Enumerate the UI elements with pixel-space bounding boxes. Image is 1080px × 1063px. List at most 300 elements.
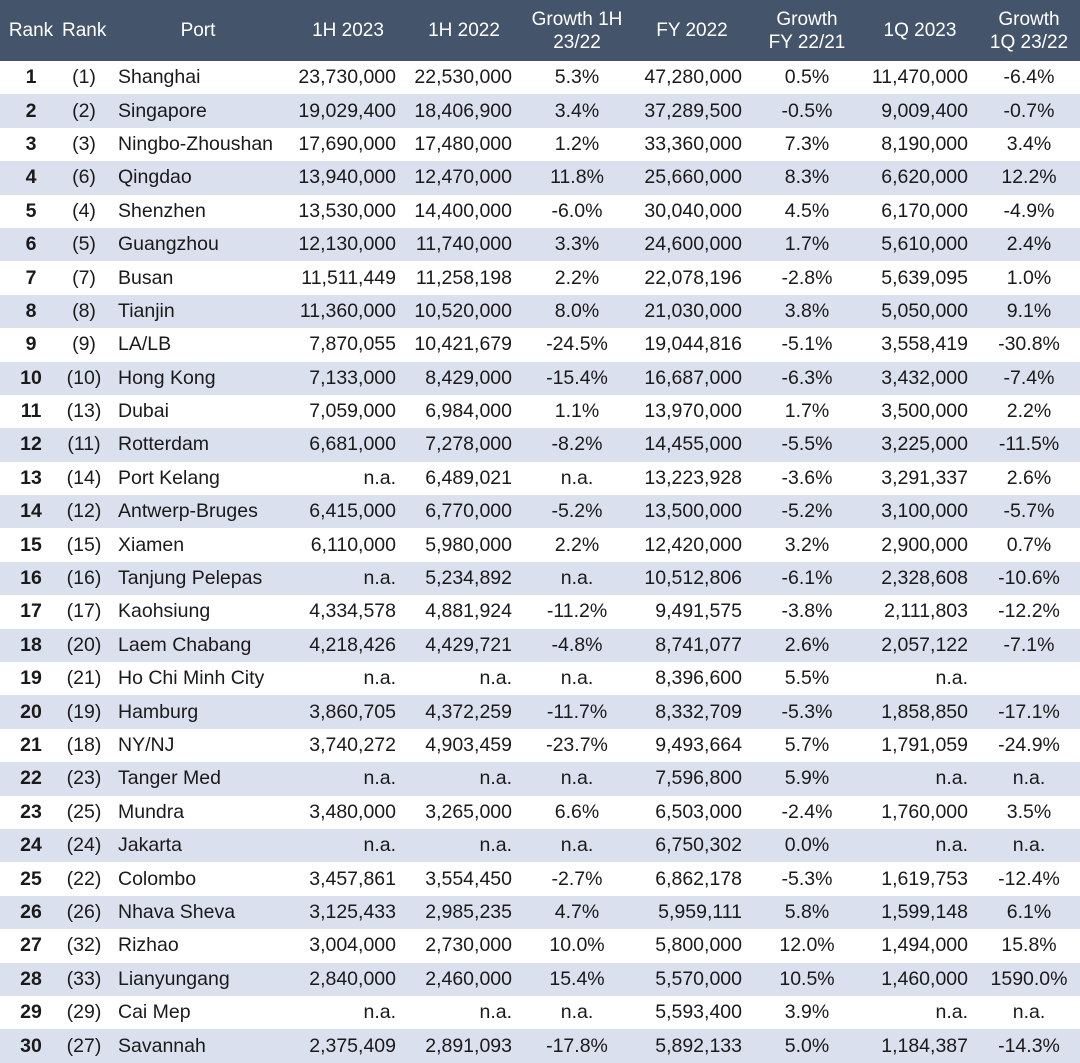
cell-1q-2023: 3,432,000 (862, 362, 978, 395)
cell-fy-2022: 25,660,000 (632, 161, 752, 194)
header-growth-fy (752, 0, 862, 61)
cell-growth-fy: 0.0% (752, 829, 862, 862)
cell-1h-2023: 3,125,433 (290, 896, 406, 929)
cell-growth-fy: -2.8% (752, 261, 862, 294)
cell-port: Lianyungang (106, 963, 290, 996)
cell-rank: 2 (0, 94, 62, 127)
table-row (0, 528, 1080, 561)
cell-1q-2023: 9,009,400 (862, 94, 978, 127)
cell-1h-2023: 3,004,000 (290, 929, 406, 962)
cell-growth-1q: 15.8% (978, 929, 1080, 962)
cell-1h-2023: 23,730,000 (290, 61, 406, 94)
cell-port: Mundra (106, 796, 290, 829)
cell-1h-2022: 5,980,000 (406, 528, 522, 561)
header-growth-1h (522, 0, 632, 61)
cell-growth-1q: 0.7% (978, 528, 1080, 561)
cell-1h-2023: 2,375,409 (290, 1029, 406, 1062)
cell-prev-rank: (23) (62, 762, 106, 795)
cell-prev-rank: (11) (62, 428, 106, 461)
cell-prev-rank: (15) (62, 528, 106, 561)
cell-growth-1q: 6.1% (978, 896, 1080, 929)
cell-1h-2022: 11,740,000 (406, 228, 522, 261)
cell-1q-2023: 2,057,122 (862, 629, 978, 662)
cell-1h-2022: 10,421,679 (406, 328, 522, 361)
table-row (0, 328, 1080, 361)
cell-prev-rank: (18) (62, 729, 106, 762)
cell-fy-2022: 21,030,000 (632, 295, 752, 328)
table-row (0, 228, 1080, 261)
cell-growth-1h: -2.7% (522, 862, 632, 895)
cell-1q-2023: 5,639,095 (862, 261, 978, 294)
cell-1h-2022: 3,554,450 (406, 862, 522, 895)
cell-port: LA/LB (106, 328, 290, 361)
cell-fy-2022: 5,593,400 (632, 996, 752, 1029)
cell-growth-1h: -6.0% (522, 195, 632, 228)
cell-1h-2023: 11,511,449 (290, 261, 406, 294)
cell-growth-1h: -4.8% (522, 629, 632, 662)
cell-growth-1q: 3.4% (978, 128, 1080, 161)
cell-prev-rank: (13) (62, 395, 106, 428)
cell-growth-1h: 15.4% (522, 963, 632, 996)
table-row (0, 896, 1080, 929)
cell-1h-2023: n.a. (290, 562, 406, 595)
cell-1q-2023: 2,900,000 (862, 528, 978, 561)
cell-growth-1h: -11.2% (522, 595, 632, 628)
cell-prev-rank: (24) (62, 829, 106, 862)
cell-fy-2022: 5,892,133 (632, 1029, 752, 1062)
cell-growth-fy: -0.5% (752, 94, 862, 127)
cell-prev-rank: (5) (62, 228, 106, 261)
cell-growth-1q: 12.2% (978, 161, 1080, 194)
cell-1q-2023: 1,599,148 (862, 896, 978, 929)
cell-growth-1h: 4.7% (522, 896, 632, 929)
cell-1q-2023: 1,760,000 (862, 796, 978, 829)
cell-port: Savannah (106, 1029, 290, 1062)
cell-port: Busan (106, 261, 290, 294)
cell-port: Ningbo-Zhoushan (106, 128, 290, 161)
cell-rank: 25 (0, 862, 62, 895)
cell-growth-fy: 5.8% (752, 896, 862, 929)
cell-growth-1h: 8.0% (522, 295, 632, 328)
cell-growth-fy: 1.7% (752, 228, 862, 261)
cell-1q-2023: 3,225,000 (862, 428, 978, 461)
cell-rank: 18 (0, 629, 62, 662)
cell-growth-fy: 4.5% (752, 195, 862, 228)
cell-port: Qingdao (106, 161, 290, 194)
cell-port: Shenzhen (106, 195, 290, 228)
cell-growth-fy: 5.0% (752, 1029, 862, 1062)
cell-1h-2022: 6,770,000 (406, 495, 522, 528)
table-row (0, 595, 1080, 628)
table-row (0, 1029, 1080, 1062)
cell-port: Hong Kong (106, 362, 290, 395)
cell-growth-1q: -7.1% (978, 629, 1080, 662)
cell-1h-2022: 2,985,235 (406, 896, 522, 929)
cell-1h-2023: n.a. (290, 996, 406, 1029)
cell-prev-rank: (8) (62, 295, 106, 328)
cell-growth-1h: -23.7% (522, 729, 632, 762)
cell-rank: 19 (0, 662, 62, 695)
table-row (0, 161, 1080, 194)
cell-growth-1q: -14.3% (978, 1029, 1080, 1062)
cell-1q-2023: 1,791,059 (862, 729, 978, 762)
cell-1h-2023: 3,740,272 (290, 729, 406, 762)
cell-1h-2022: 2,460,000 (406, 963, 522, 996)
header-growth-fy-line1: Growth (776, 8, 838, 30)
cell-1h-2022: 4,372,259 (406, 695, 522, 728)
cell-port: Tanjung Pelepas (106, 562, 290, 595)
cell-port: Nhava Sheva (106, 896, 290, 929)
table-row (0, 61, 1080, 94)
header-1h-2023: 1H 2023 (290, 0, 406, 61)
cell-rank: 8 (0, 295, 62, 328)
cell-1h-2023: 7,133,000 (290, 362, 406, 395)
cell-prev-rank: (6) (62, 161, 106, 194)
cell-fy-2022: 47,280,000 (632, 61, 752, 94)
cell-growth-1h: n.a. (522, 762, 632, 795)
cell-prev-rank: (10) (62, 362, 106, 395)
cell-rank: 22 (0, 762, 62, 795)
header-port: Port (106, 0, 290, 61)
cell-1h-2023: 2,840,000 (290, 963, 406, 996)
cell-1q-2023: 6,170,000 (862, 195, 978, 228)
cell-growth-1q: -5.7% (978, 495, 1080, 528)
cell-growth-fy: 12.0% (752, 929, 862, 962)
table-row (0, 295, 1080, 328)
cell-fy-2022: 30,040,000 (632, 195, 752, 228)
cell-fy-2022: 5,570,000 (632, 963, 752, 996)
header-growth-1q (978, 0, 1080, 61)
cell-growth-1q: 1.0% (978, 261, 1080, 294)
cell-1h-2022: 6,984,000 (406, 395, 522, 428)
table-row (0, 495, 1080, 528)
cell-port: Kaohsiung (106, 595, 290, 628)
cell-growth-1q: -10.6% (978, 562, 1080, 595)
cell-rank: 13 (0, 462, 62, 495)
cell-growth-fy: -5.2% (752, 495, 862, 528)
cell-growth-1q: -6.4% (978, 61, 1080, 94)
table-row (0, 662, 1080, 695)
cell-growth-1q: -24.9% (978, 729, 1080, 762)
cell-growth-fy: -5.3% (752, 862, 862, 895)
cell-growth-fy: 3.9% (752, 996, 862, 1029)
cell-rank: 15 (0, 528, 62, 561)
cell-port: Laem Chabang (106, 629, 290, 662)
cell-growth-1h: n.a. (522, 562, 632, 595)
cell-rank: 12 (0, 428, 62, 461)
cell-1h-2023: 19,029,400 (290, 94, 406, 127)
cell-fy-2022: 9,493,664 (632, 729, 752, 762)
cell-rank: 20 (0, 695, 62, 728)
header-fy-2022: FY 2022 (632, 0, 752, 61)
cell-growth-fy: -5.3% (752, 695, 862, 728)
cell-port: NY/NJ (106, 729, 290, 762)
cell-prev-rank: (21) (62, 662, 106, 695)
cell-1h-2022: 12,470,000 (406, 161, 522, 194)
cell-1h-2023: 12,130,000 (290, 228, 406, 261)
cell-port: Port Kelang (106, 462, 290, 495)
cell-1h-2023: 11,360,000 (290, 295, 406, 328)
cell-rank: 10 (0, 362, 62, 395)
cell-growth-1h: 1.2% (522, 128, 632, 161)
cell-1h-2023: 6,681,000 (290, 428, 406, 461)
cell-1h-2023: 6,110,000 (290, 528, 406, 561)
cell-1q-2023: 3,291,337 (862, 462, 978, 495)
cell-prev-rank: (25) (62, 796, 106, 829)
cell-prev-rank: (26) (62, 896, 106, 929)
cell-growth-fy: 8.3% (752, 161, 862, 194)
cell-port: Xiamen (106, 528, 290, 561)
cell-fy-2022: 8,332,709 (632, 695, 752, 728)
cell-port: Tianjin (106, 295, 290, 328)
cell-rank: 14 (0, 495, 62, 528)
cell-rank: 28 (0, 963, 62, 996)
table-row (0, 462, 1080, 495)
cell-growth-fy: -3.6% (752, 462, 862, 495)
header-1h-2022: 1H 2022 (406, 0, 522, 61)
cell-growth-1q: -0.7% (978, 94, 1080, 127)
cell-growth-1q: -7.4% (978, 362, 1080, 395)
cell-growth-1h: -15.4% (522, 362, 632, 395)
cell-prev-rank: (1) (62, 61, 106, 94)
cell-fy-2022: 8,741,077 (632, 629, 752, 662)
cell-growth-fy: 10.5% (752, 963, 862, 996)
cell-1h-2023: 3,480,000 (290, 796, 406, 829)
cell-1q-2023: 1,460,000 (862, 963, 978, 996)
cell-1h-2023: 3,860,705 (290, 695, 406, 728)
cell-prev-rank: (3) (62, 128, 106, 161)
cell-growth-1q: 2.2% (978, 395, 1080, 428)
table-body (0, 61, 1080, 1063)
cell-port: Ho Chi Minh City (106, 662, 290, 695)
cell-growth-fy: -2.4% (752, 796, 862, 829)
cell-growth-1h: 3.3% (522, 228, 632, 261)
cell-1q-2023: n.a. (862, 996, 978, 1029)
cell-rank: 27 (0, 929, 62, 962)
cell-1h-2023: 3,457,861 (290, 862, 406, 895)
cell-1h-2022: 2,730,000 (406, 929, 522, 962)
cell-rank: 3 (0, 128, 62, 161)
cell-1h-2023: 13,530,000 (290, 195, 406, 228)
header-growth-1h-line2: 23/22 (553, 31, 601, 53)
cell-growth-1q: -12.2% (978, 595, 1080, 628)
cell-growth-1q: -11.5% (978, 428, 1080, 461)
cell-rank: 4 (0, 161, 62, 194)
cell-rank: 26 (0, 896, 62, 929)
cell-fy-2022: 8,396,600 (632, 662, 752, 695)
cell-prev-rank: (14) (62, 462, 106, 495)
cell-1h-2022: 5,234,892 (406, 562, 522, 595)
cell-port: Cai Mep (106, 996, 290, 1029)
cell-prev-rank: (20) (62, 629, 106, 662)
cell-1h-2023: 4,334,578 (290, 595, 406, 628)
cell-fy-2022: 12,420,000 (632, 528, 752, 561)
cell-growth-1q: -30.8% (978, 328, 1080, 361)
cell-1h-2023: n.a. (290, 662, 406, 695)
cell-growth-fy: 5.5% (752, 662, 862, 695)
table-row (0, 996, 1080, 1029)
cell-1q-2023: 1,184,387 (862, 1029, 978, 1062)
cell-growth-1q: -4.9% (978, 195, 1080, 228)
cell-1h-2023: n.a. (290, 762, 406, 795)
cell-1q-2023: n.a. (862, 829, 978, 862)
cell-1h-2022: n.a. (406, 762, 522, 795)
cell-prev-rank: (2) (62, 94, 106, 127)
cell-prev-rank: (27) (62, 1029, 106, 1062)
cell-rank: 23 (0, 796, 62, 829)
table-row (0, 362, 1080, 395)
cell-growth-1q: -12.4% (978, 862, 1080, 895)
table-row (0, 729, 1080, 762)
cell-port: Tanger Med (106, 762, 290, 795)
cell-fy-2022: 10,512,806 (632, 562, 752, 595)
table-row (0, 562, 1080, 595)
cell-growth-1h: -17.8% (522, 1029, 632, 1062)
cell-1h-2022: 10,520,000 (406, 295, 522, 328)
cell-1h-2023: 6,415,000 (290, 495, 406, 528)
cell-fy-2022: 16,687,000 (632, 362, 752, 395)
cell-1q-2023: 3,558,419 (862, 328, 978, 361)
cell-prev-rank: (17) (62, 595, 106, 628)
cell-port: Antwerp-Bruges (106, 495, 290, 528)
cell-fy-2022: 14,455,000 (632, 428, 752, 461)
cell-1q-2023: 2,111,803 (862, 595, 978, 628)
cell-fy-2022: 6,862,178 (632, 862, 752, 895)
cell-growth-fy: -3.8% (752, 595, 862, 628)
table-header (0, 0, 1080, 61)
table-row (0, 395, 1080, 428)
table-row (0, 929, 1080, 962)
cell-fy-2022: 7,596,800 (632, 762, 752, 795)
cell-1h-2023: 7,059,000 (290, 395, 406, 428)
cell-1h-2022: 4,881,924 (406, 595, 522, 628)
header-growth-1q-line1: Growth (998, 8, 1060, 30)
cell-growth-1h: 2.2% (522, 528, 632, 561)
cell-growth-1h: -11.7% (522, 695, 632, 728)
cell-growth-fy: -6.1% (752, 562, 862, 595)
cell-1q-2023: 2,328,608 (862, 562, 978, 595)
cell-fy-2022: 5,800,000 (632, 929, 752, 962)
cell-1q-2023: 3,500,000 (862, 395, 978, 428)
cell-growth-1h: n.a. (522, 829, 632, 862)
cell-1h-2022: 18,406,900 (406, 94, 522, 127)
cell-growth-1h: -5.2% (522, 495, 632, 528)
cell-growth-1h: n.a. (522, 462, 632, 495)
cell-1h-2022: 11,258,198 (406, 261, 522, 294)
cell-1h-2022: n.a. (406, 662, 522, 695)
cell-growth-1h: 11.8% (522, 161, 632, 194)
cell-rank: 5 (0, 195, 62, 228)
cell-port: Dubai (106, 395, 290, 428)
cell-growth-1h: 6.6% (522, 796, 632, 829)
cell-growth-1h: 10.0% (522, 929, 632, 962)
cell-1q-2023: 6,620,000 (862, 161, 978, 194)
cell-port: Rotterdam (106, 428, 290, 461)
cell-growth-1q (978, 662, 1080, 695)
cell-rank: 17 (0, 595, 62, 628)
cell-prev-rank: (4) (62, 195, 106, 228)
cell-growth-1q: n.a. (978, 829, 1080, 862)
cell-1q-2023: 1,494,000 (862, 929, 978, 962)
cell-1h-2023: 7,870,055 (290, 328, 406, 361)
cell-growth-1h: -8.2% (522, 428, 632, 461)
cell-growth-fy: 2.6% (752, 629, 862, 662)
cell-fy-2022: 5,959,111 (632, 896, 752, 929)
cell-growth-fy: 5.7% (752, 729, 862, 762)
cell-1h-2022: 22,530,000 (406, 61, 522, 94)
cell-1q-2023: 11,470,000 (862, 61, 978, 94)
cell-growth-1q: 1590.0% (978, 963, 1080, 996)
cell-port: Jakarta (106, 829, 290, 862)
cell-growth-1h: n.a. (522, 662, 632, 695)
cell-rank: 16 (0, 562, 62, 595)
cell-1h-2022: 2,891,093 (406, 1029, 522, 1062)
cell-growth-fy: -5.1% (752, 328, 862, 361)
cell-1h-2023: 17,690,000 (290, 128, 406, 161)
cell-1q-2023: 3,100,000 (862, 495, 978, 528)
cell-prev-rank: (9) (62, 328, 106, 361)
table-row (0, 762, 1080, 795)
cell-1h-2022: 8,429,000 (406, 362, 522, 395)
cell-rank: 11 (0, 395, 62, 428)
cell-rank: 21 (0, 729, 62, 762)
table-row (0, 829, 1080, 862)
cell-prev-rank: (16) (62, 562, 106, 595)
cell-growth-1q: 9.1% (978, 295, 1080, 328)
header-rank: Rank (0, 0, 62, 61)
cell-growth-1h: 5.3% (522, 61, 632, 94)
cell-growth-fy: 7.3% (752, 128, 862, 161)
cell-fy-2022: 13,970,000 (632, 395, 752, 428)
cell-rank: 1 (0, 61, 62, 94)
cell-growth-fy: 1.7% (752, 395, 862, 428)
table-row (0, 862, 1080, 895)
cell-rank: 6 (0, 228, 62, 261)
header-row (0, 0, 1080, 61)
table-row (0, 428, 1080, 461)
cell-fy-2022: 33,360,000 (632, 128, 752, 161)
cell-growth-1q: -17.1% (978, 695, 1080, 728)
header-growth-fy-line2: FY 22/21 (768, 31, 846, 53)
cell-growth-fy: -6.3% (752, 362, 862, 395)
table-row (0, 195, 1080, 228)
header-growth-1q-line2: 1Q 23/22 (989, 31, 1069, 53)
cell-port: Shanghai (106, 61, 290, 94)
cell-prev-rank: (33) (62, 963, 106, 996)
cell-1h-2023: n.a. (290, 829, 406, 862)
table-row (0, 796, 1080, 829)
cell-growth-1q: 2.4% (978, 228, 1080, 261)
cell-growth-1q: n.a. (978, 762, 1080, 795)
cell-1q-2023: 8,190,000 (862, 128, 978, 161)
cell-prev-rank: (32) (62, 929, 106, 962)
cell-growth-fy: 3.8% (752, 295, 862, 328)
cell-rank: 24 (0, 829, 62, 862)
cell-1h-2022: n.a. (406, 829, 522, 862)
cell-growth-1h: 2.2% (522, 261, 632, 294)
cell-1q-2023: n.a. (862, 762, 978, 795)
table-row (0, 963, 1080, 996)
cell-rank: 30 (0, 1029, 62, 1062)
cell-port: Hamburg (106, 695, 290, 728)
cell-growth-1h: 1.1% (522, 395, 632, 428)
cell-1h-2022: 4,903,459 (406, 729, 522, 762)
cell-1q-2023: n.a. (862, 662, 978, 695)
cell-rank: 7 (0, 261, 62, 294)
cell-port: Guangzhou (106, 228, 290, 261)
cell-fy-2022: 6,750,302 (632, 829, 752, 862)
header-prev-rank: Rank (62, 0, 106, 61)
